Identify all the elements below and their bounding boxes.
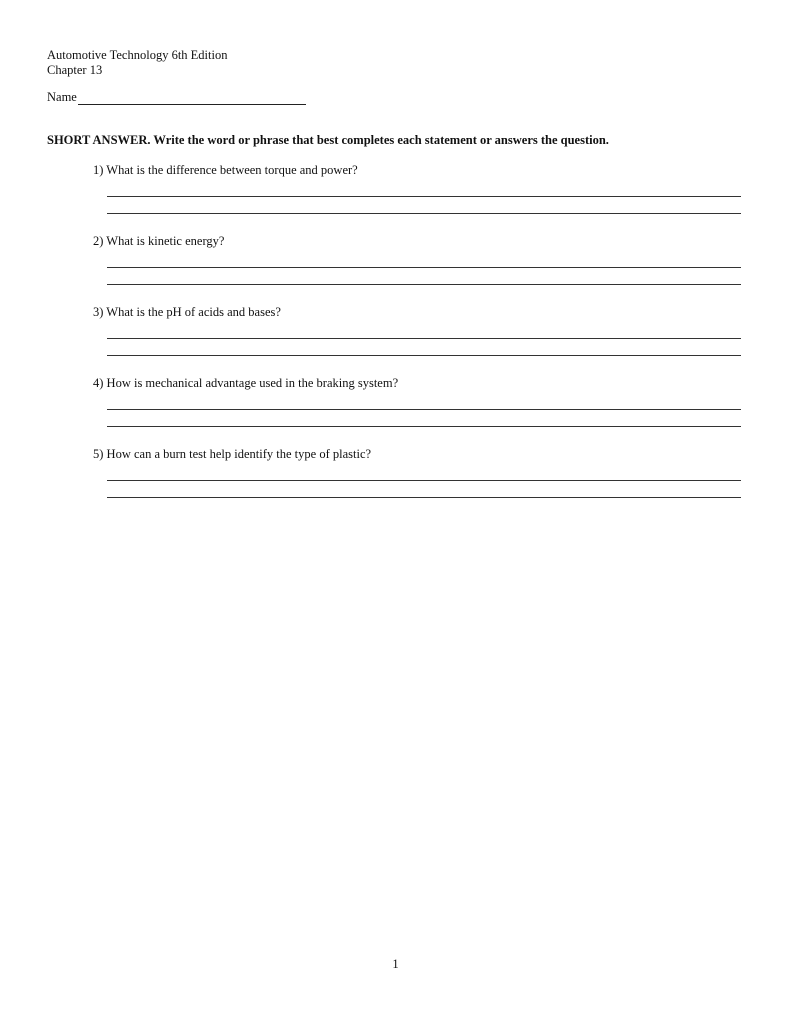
section-instructions: SHORT ANSWER. Write the word or phrase that best completes each statement or answers the question. bbox=[47, 133, 609, 147]
answer-line-5b[interactable] bbox=[107, 497, 741, 498]
answer-line-3b[interactable] bbox=[107, 355, 741, 356]
name-answer-line[interactable] bbox=[78, 91, 306, 105]
answer-line-4a[interactable] bbox=[107, 409, 741, 410]
answer-line-5a[interactable] bbox=[107, 480, 741, 481]
answer-line-1b[interactable] bbox=[107, 213, 741, 214]
question-5: 5) How can a burn test help identify the type of plastic? bbox=[93, 447, 372, 461]
page-number: 1 bbox=[392, 957, 399, 971]
answer-line-4b[interactable] bbox=[107, 426, 741, 427]
question-4: 4) How is mechanical advantage used in the braking system? bbox=[93, 376, 399, 390]
document-title: Automotive Technology 6th Edition bbox=[47, 48, 228, 62]
document-header bbox=[47, 48, 227, 78]
name-field-row bbox=[47, 90, 306, 105]
name-label: Name bbox=[47, 90, 77, 104]
answer-line-2a[interactable] bbox=[107, 267, 741, 268]
answer-line-1a[interactable] bbox=[107, 196, 741, 197]
question-3: 3) What is the pH of acids and bases? bbox=[93, 305, 281, 319]
question-1: 1) What is the difference between torque and power? bbox=[93, 163, 358, 177]
question-2: 2) What is kinetic energy? bbox=[93, 234, 225, 248]
answer-line-2b[interactable] bbox=[107, 284, 741, 285]
chapter-label: Chapter 13 bbox=[47, 63, 103, 77]
answer-line-3a[interactable] bbox=[107, 338, 741, 339]
